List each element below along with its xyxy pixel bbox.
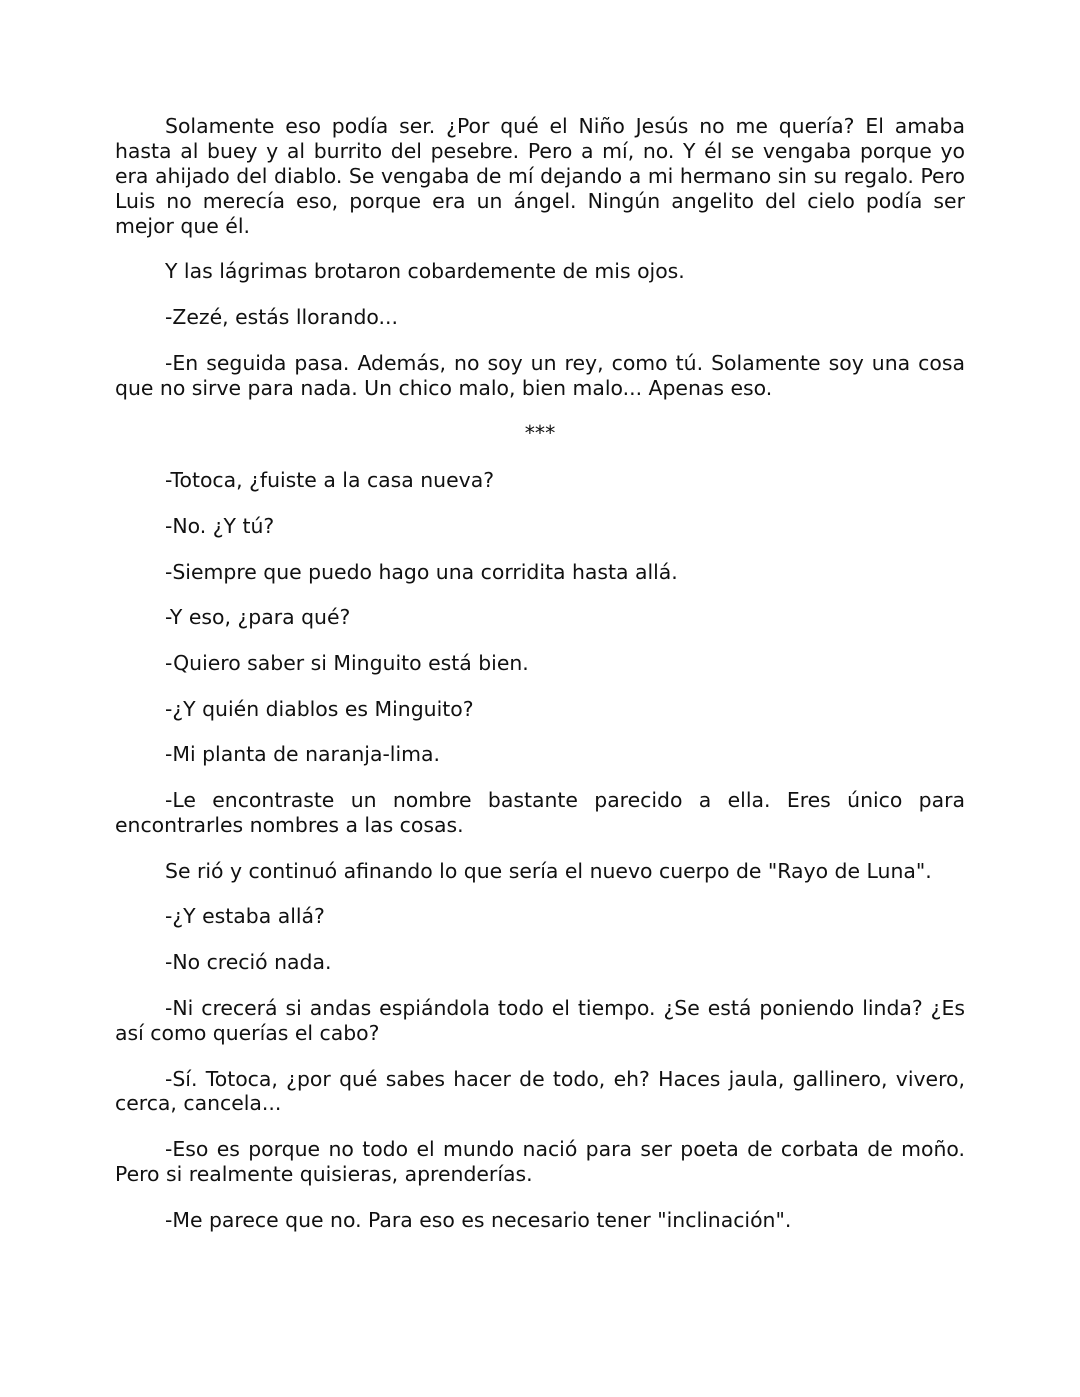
section-break: ***	[524, 421, 556, 446]
document-page	[115, 114, 965, 1253]
paragraph: -Quiero saber si Minguito está bien.	[165, 651, 529, 676]
paragraph: Solamente eso podía ser. ¿Por qué el Niño Jesús no me quería? El amaba hasta al buey y al burrito del pesebre. Pero a mí, no. Y él se vengaba porque yo era ahijado del diablo. Se vengaba de mí dejando a mi hermano sin su regalo. Pero Luis no merecía eso, porque era un ángel. Ningún angelito del cielo podía ser mejor que él.	[115, 114, 965, 238]
paragraph: -En seguida pasa. Además, no soy un rey, como tú. Solamente soy una cosa que no sirve para nada. Un chico malo, bien malo... Apenas eso.	[115, 350, 965, 400]
paragraph: -Le encontraste un nombre bastante parecido a ella. Eres único para encontrarles nombres a las cosas.	[115, 788, 965, 838]
paragraph: -Siempre que puedo hago una corridita hasta allá.	[165, 559, 678, 584]
paragraph: -¿Y estaba allá?	[165, 904, 325, 929]
paragraph: -No creció nada.	[165, 950, 332, 975]
paragraph: -¿Y quién diablos es Minguito?	[165, 696, 474, 721]
paragraph: -Totoca, ¿fuiste a la casa nueva?	[165, 468, 495, 493]
paragraph: Y las lágrimas brotaron cobardemente de mis ojos.	[165, 259, 685, 284]
paragraph: -No. ¿Y tú?	[165, 513, 275, 538]
paragraph: -Zezé, estás llorando...	[165, 305, 398, 330]
paragraph: -Eso es porque no todo el mundo nació para ser poeta de corbata de moño. Pero si realmente quisieras, aprenderías.	[115, 1137, 965, 1187]
paragraph: -Y eso, ¿para qué?	[165, 605, 351, 630]
paragraph: -Sí. Totoca, ¿por qué sabes hacer de todo, eh? Haces jaula, gallinero, vivero, cerca, cancela...	[115, 1066, 965, 1116]
paragraph: -Mi planta de naranja-lima.	[165, 742, 440, 767]
paragraph: -Me parece que no. Para eso es necesario tener "inclinación".	[165, 1207, 792, 1232]
paragraph: Se rió y continuó afinando lo que sería el nuevo cuerpo de "Rayo de Luna".	[165, 858, 932, 883]
paragraph: -Ni crecerá si andas espiándola todo el tiempo. ¿Se está poniendo linda? ¿Es así como querías el cabo?	[115, 995, 965, 1045]
